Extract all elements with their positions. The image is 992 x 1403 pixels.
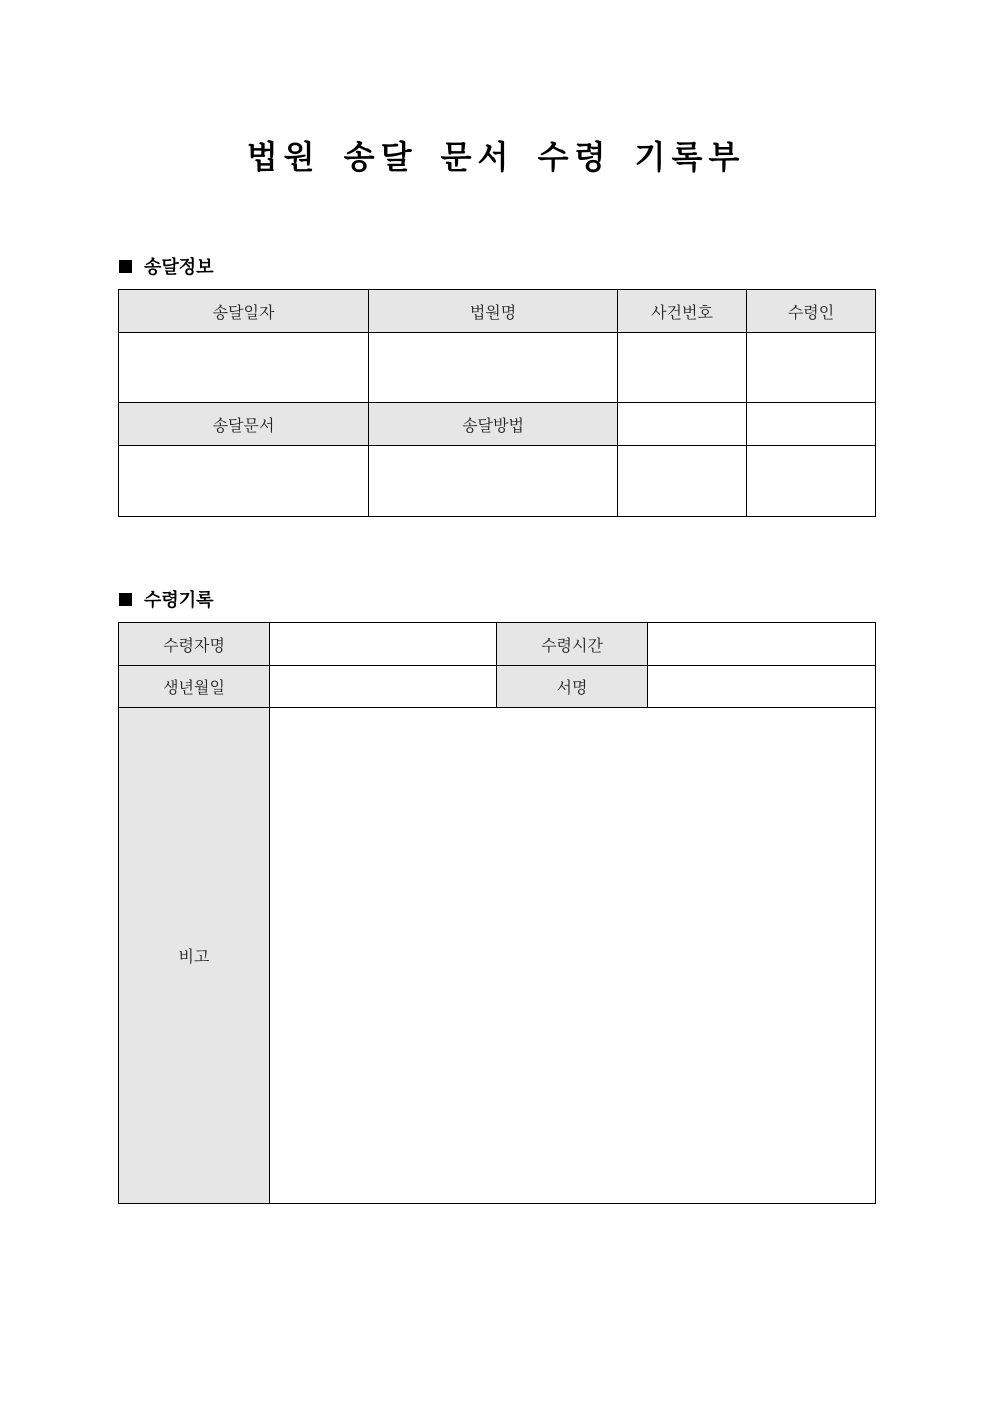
- page-title: 법원 송달 문서 수령 기록부: [246, 138, 746, 176]
- label-recipient-name: 수령자명: [119, 623, 270, 666]
- header-delivered-document: 송달문서: [119, 403, 369, 446]
- receipt-time-field[interactable]: [648, 623, 876, 666]
- delivery-method-field[interactable]: [369, 446, 618, 517]
- delivery-date-field[interactable]: [119, 333, 369, 403]
- recipient-name-field[interactable]: [270, 623, 497, 666]
- remarks-field[interactable]: [270, 708, 876, 1204]
- blank-cell[interactable]: [618, 446, 747, 517]
- section-heading-label: 수령기록: [144, 590, 214, 611]
- receipt-record-table: [118, 622, 876, 1204]
- birth-date-field[interactable]: [270, 666, 497, 708]
- blank-cell[interactable]: [747, 403, 876, 446]
- square-bullet-icon: [119, 260, 132, 273]
- case-number-field[interactable]: [618, 333, 747, 403]
- delivered-document-field[interactable]: [119, 446, 369, 517]
- blank-cell[interactable]: [618, 403, 747, 446]
- blank-cell[interactable]: [747, 446, 876, 517]
- court-name-field[interactable]: [369, 333, 618, 403]
- section-heading-receipt-record: [119, 586, 214, 612]
- label-birth-date: 생년월일: [119, 666, 270, 708]
- header-delivery-date: 송달일자: [119, 290, 369, 333]
- header-case-number: 사건번호: [618, 290, 747, 333]
- header-delivery-method: 송달방법: [369, 403, 618, 446]
- header-court-name: 법원명: [369, 290, 618, 333]
- signature-field[interactable]: [648, 666, 876, 708]
- section-heading-delivery-info: [119, 253, 214, 279]
- square-bullet-icon: [119, 593, 132, 606]
- header-recipient: 수령인: [747, 290, 876, 333]
- recipient-field[interactable]: [747, 333, 876, 403]
- label-signature: 서명: [497, 666, 648, 708]
- label-receipt-time: 수령시간: [497, 623, 648, 666]
- delivery-info-table: [118, 289, 876, 517]
- label-remarks: 비고: [119, 708, 270, 1204]
- section-heading-label: 송달정보: [144, 257, 214, 278]
